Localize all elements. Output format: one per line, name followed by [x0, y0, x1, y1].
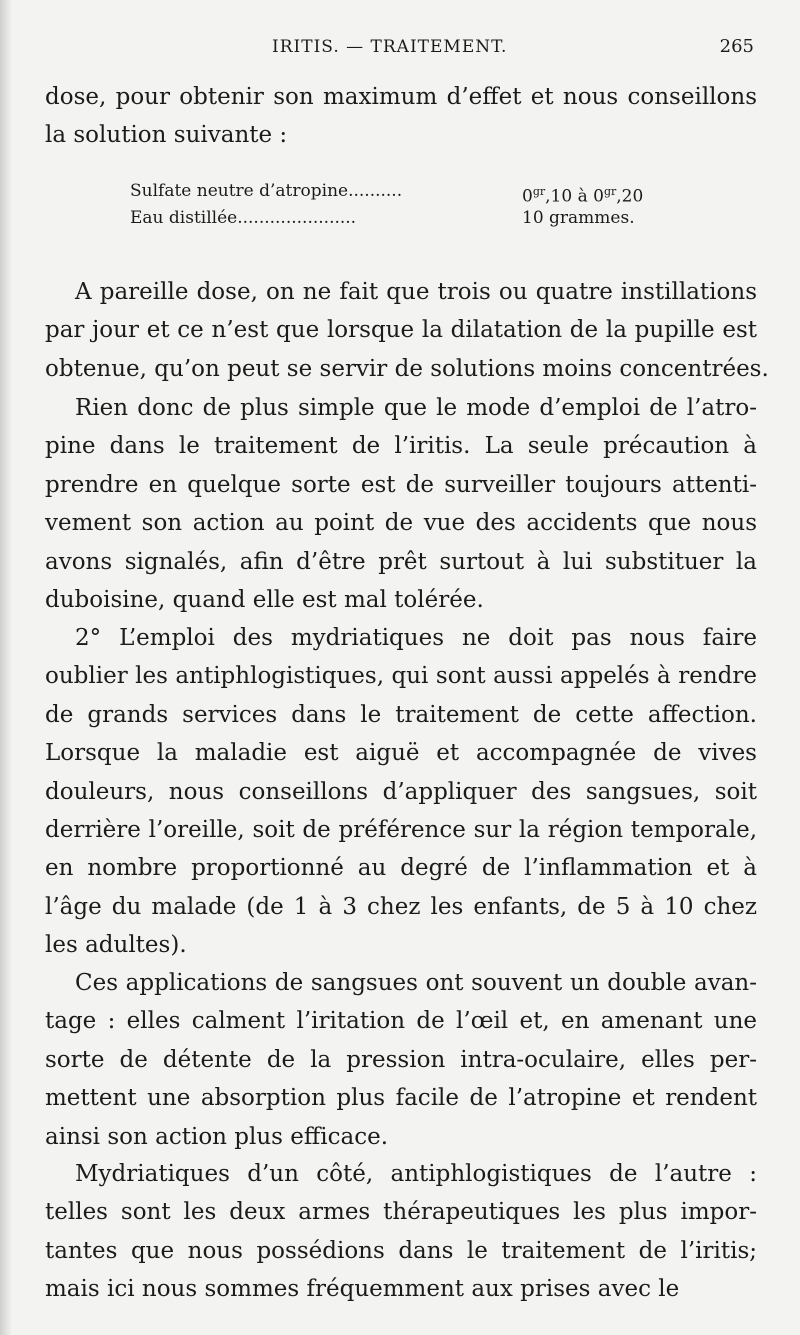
text-line: les adultes).	[45, 932, 187, 959]
text-line: derrière l’oreille, soit de préférence sur la région temporale,	[45, 817, 757, 844]
recipe-ingredient: Eau distillée......................	[130, 208, 357, 228]
text-line: l’âge du malade (de 1 à 3 chez les enfants, de 5 à 10 chez	[45, 893, 757, 920]
text-line: douleurs, nous conseillons d’appliquer des sangsues, soit	[45, 778, 757, 805]
recipe-row	[130, 178, 670, 205]
page-gutter-shadow	[0, 0, 12, 1335]
intro-paragraph	[45, 78, 757, 155]
text-line: oublier les antiphlogistiques, qui sont aussi appelés à rendre	[45, 663, 757, 690]
text-line: tantes que nous possédions dans le traitement de l’iritis;	[45, 1237, 757, 1264]
recipe-formula	[130, 178, 670, 232]
running-head: IRITIS. — TRAITEMENT.	[272, 37, 508, 57]
text-line: duboisine, quand elle est mal tolérée.	[45, 587, 484, 614]
paragraph-3	[45, 619, 757, 965]
text-line: pine dans le traitement de l’iritis. La seule précaution à	[45, 433, 757, 460]
page-number: 265	[719, 36, 754, 57]
text-line: en nombre proportionné au degré de l’inflammation et à	[45, 855, 757, 882]
text-line: telles sont les deux armes thérapeutiques les plus impor-	[45, 1199, 757, 1226]
recipe-row	[130, 205, 670, 232]
text-line: par jour et ce n’est que lorsque la dilatation de la pupille est	[45, 317, 757, 344]
text-line: obtenue, qu’on peut se servir de solutions moins concentrées.	[45, 355, 769, 382]
paragraph-5	[45, 1155, 757, 1309]
text-line: vement son action au point de vue des accidents que nous	[45, 510, 757, 537]
text-line: dose, pour obtenir son maximum d’effet et nous conseillons	[45, 84, 757, 110]
text-line: A pareille dose, on ne fait que trois ou quatre instillations	[75, 279, 757, 305]
page-header	[0, 34, 800, 64]
paragraph-2	[45, 389, 757, 619]
text-line: mais ici nous sommes fréquemment aux prises avec le	[45, 1276, 680, 1303]
text-line: Rien donc de plus simple que le mode d’emploi de l’atro-	[75, 395, 757, 421]
text-line: la solution suivante :	[45, 122, 288, 149]
text-line: tage : elles calment l’iritation de l’œil et, en amenant une	[45, 1008, 757, 1035]
text-line: prendre en quelque sorte est de surveiller toujours attenti-	[45, 471, 757, 498]
text-line: Mydriatiques d’un côté, antiphlogistiques de l’autre :	[75, 1161, 757, 1187]
recipe-dose: 10 grammes.	[522, 208, 635, 228]
text-line: Ces applications de sangsues ont souvent un double avan-	[75, 970, 757, 996]
recipe-ingredient: Sulfate neutre d’atropine..........	[130, 181, 403, 201]
text-line: mettent une absorption plus facile de l’atropine et rendent	[45, 1085, 757, 1112]
paragraph-4	[45, 964, 757, 1156]
text-line: ainsi son action plus efficace.	[45, 1123, 389, 1150]
text-line: 2° L’emploi des mydriatiques ne doit pas nous faire	[75, 625, 757, 651]
text-line: sorte de détente de la pression intra-oculaire, elles per-	[45, 1046, 757, 1073]
text-line: Lorsque la maladie est aiguë et accompagnée de vives	[45, 740, 757, 767]
recipe-dose: $0^{gr},10$ à $0^{gr},20$	[522, 185, 644, 207]
text-line: de grands services dans le traitement de cette affection.	[45, 701, 757, 728]
text-line: avons signalés, afin d’être prêt surtout à lui substituer la	[45, 548, 757, 575]
paragraph-1	[45, 273, 769, 388]
